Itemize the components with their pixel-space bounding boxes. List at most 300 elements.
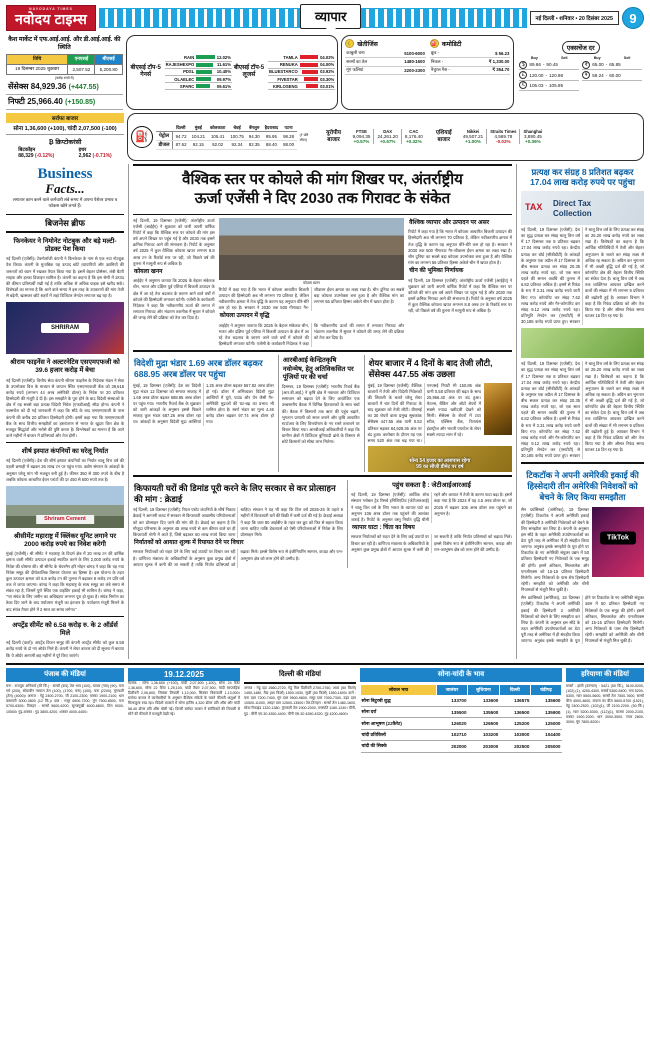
commodity-value: ₹ 354.70 <box>469 66 511 75</box>
gold-price-cell: 135500 <box>468 707 500 718</box>
gold-price-cell: 126020 <box>436 718 467 729</box>
gainers-label: बीएसई टॉप-5 गेनर्स <box>130 64 161 79</box>
table-row <box>268 54 335 61</box>
index-value: 49,507.21 <box>462 134 484 140</box>
change-bar <box>195 75 215 82</box>
change-percent: 03.01% <box>320 83 335 89</box>
india-map-image <box>521 328 644 358</box>
fuel-city-header: मुंबई <box>189 124 207 132</box>
brief5-headline[interactable]: शीर्ष इस्पात कंपनियों का घरेलू निर्यात <box>21 448 109 456</box>
crypto-value: 2,962 (-0.71%) <box>78 152 112 159</box>
sensex-line <box>6 80 123 95</box>
gold-item-name: चांदी की सिक्के <box>361 741 437 752</box>
change-bar <box>299 68 319 75</box>
fuel-table <box>156 124 297 150</box>
diesel-price: 92.34 <box>228 141 246 150</box>
sarrafa-header: सर्राफा बाजार <box>6 113 124 123</box>
index-change: -0.02% <box>496 139 511 145</box>
forex-buy: 65.00 <box>592 62 604 68</box>
trade-sub-text: सरकार निर्यातकों को राहत देने के लिए कई उपायों पर विचार कर रही है। वाणिज्य मंत्रालय के अधिकारियों के अनुसार कुछ प्रमुख क्षेत्रों में आयात शुल्क में कमी की जा सकती है ताकि निर्यात प्रतिस्पर्धा को बढ़ावा मिले। इससे विशेष रूप से इंजीनियरिंग सामान, कपड़ा और रत्न-आभूषण क्षेत्र को लाभ होने की उम्मीद है। <box>133 549 343 567</box>
change-percent: 09.97% <box>216 76 231 82</box>
tiktok-photo <box>592 507 644 577</box>
index-item <box>374 129 401 144</box>
table-row <box>430 66 511 75</box>
brief4-text: नई दिल्ली (वार्ता)। अपट्रेंड विजन समूह की कंपनी अपट्रेंड सीमेंट को कुल 6.58 करोड़ रुपये के दो नए ऑर्डर मिले हैं। कंपनी ने शेयर बाजार को दी सूचना में बताया कि ये ऑर्डर आगामी छह महीनों में पूरे किए जाएंगे। <box>6 640 124 658</box>
brief1-headline[interactable]: फिनकेयर ने निमोनेट नोटबुक और बड़े मल्टी-प्रोडक्ट पेश किया <box>13 237 117 253</box>
index-value: 3,890.45 <box>523 134 542 140</box>
petrol-price: 98.28 <box>281 132 297 141</box>
index-change: +0.36% <box>525 139 541 145</box>
rbi-story <box>278 355 360 472</box>
table-row <box>268 83 335 90</box>
gold-price-cell: 202500 <box>499 741 530 752</box>
table-row <box>430 58 511 67</box>
main-headline-line2: ऊर्जा एजेंसी ने दिए 2030 तक गिरावट के संकेत <box>194 190 451 208</box>
direct-tax-word: Direct Tax <box>553 198 592 208</box>
cash-col-nse: एनएसई <box>68 54 95 64</box>
market-headline-c: सेंसेक्स 447.55 अंक उछला <box>368 368 456 379</box>
tax-word: TAX <box>525 201 543 212</box>
main-text-continued: रिपोर्ट में कहा गया है कि भारत में कोयला आधारित बिजली उत्पादन की हिस्सेदारी अब भी लगभग 70 प्रतिशत है, लेकिन नवीकरणीय क्षमता में तेज वृद्धि के कारण यह अनुपात धीरे-धीरे कम हो रहा है। सरकार ने 2030 तक 500 गीगावाट गैर-जीवाश्म ईंधन क्षमता का लक्ष्य रखा है। चीन दुनिया का सबसे बड़ा कोयला उपभोक्ता बना हुआ है और वैश्विक मांग का लगभग 56 प्रतिशत हिस्सा अकेले चीन में खपत होता है। <box>218 286 405 311</box>
shriram-ad-label: SHRIRAM <box>41 323 89 333</box>
ndbi-text: नई दिल्ली, 19 दिसम्बर (एजेंसी): आर्थिक शोध संस्थान ग्लोबल ट्रेड रिसर्च इनिशिएटिव (जेटीआरआई) ने चालू वित्त वर्ष के लिए भारत के व्यापार घाटे का अनुमान 106 अरब डॉलर तक पहुंचने की आशंका जताई है। रिपोर्ट के अनुसार वस्तु निर्यात वृद्धि धीमी रहने और आयात में तेजी के कारण घाटा बढ़ा है। इसमें कहा गया है कि 2024 में यह 4.5 अरब डॉलर था, जो 2025 में बढ़कर 106 अरब डॉलर तक पहुंचने का अनुमान है। <box>350 492 512 522</box>
change-percent: 04.02% <box>320 54 335 60</box>
delhi-mandi-header: दिल्ली की मंडियां <box>244 668 356 684</box>
market-headline-b: तेजी लौटी, <box>459 358 493 369</box>
stock-symbol: OLAELEC <box>165 75 196 82</box>
main-headline[interactable] <box>133 164 512 215</box>
sub-text-5: नई दिल्ली, 19 दिसम्बर (एजेंसी): अंतर्राष्ट्रीय ऊर्जा एजेंसी (आईईए) ने शुक्रवार को जारी अपनी वार्षिक रिपोर्ट में कहा कि वैश्विक स्तर पर कोयले की मांग इस वर्ष अपने शिखर पर पहुंच गई है और 2030 तक इसमें क्रमिक गिरावट आने की संभावना है। रिपोर्ट के अनुसार वर्ष 2025 में कुल वैश्विक कोयला खपत लगभग 8.8 अरब टन के रिकॉर्ड स्तर पर रही, जो पिछले वर्ष की तुलना में मामूली रूप से अधिक है। <box>408 277 512 314</box>
crypto-change: (-0.71%) <box>92 152 112 159</box>
table-row <box>7 64 123 74</box>
agri-table <box>345 50 426 76</box>
cash-note: (करोड़ रुपये में) <box>54 75 74 80</box>
gold-price-cell: 104400 <box>530 729 561 740</box>
tiktok-text: सैन फ्रांसिस्को (अमेरिका), 19 दिसम्बर (एजेंसी): टिकटॉक ने अपनी अमेरिकी इकाई की हिस्सेदारी 3 अमेरिकी निवेशकों को बेचने के लिए समझौता कर लिया है। कंपनी के अनुसार इस सौदे के तहत अमेरिकी उपयोगकर्ताओं का डेटा पूरी तरह से अमेरिका में ही संग्रहीत किया जाएगा। अनुबंध इसके समझौते के पूरा होने पर टिकटॉक के नए अमेरिकी संयुक्त उद्यम में 50 प्रतिशत हिस्सेदारी नए निवेशकों के एक समूह की होगी। इसमें ओरेकल, सिल्वरलेक और एमजीएक्स को 15-15 प्रतिशत हिस्सेदारी मिलेगी। अन्य निवेशकों के पास शेष हिस्सेदारी रहेगी। समझौते को अमेरिकी और चीनी नियामकों से मंजूरी मिल चुकी है। <box>521 507 589 593</box>
main-text-3: आईईए ने अनुमान जताया कि 2026 के बेहतर संकेतक चीन, भारत और दक्षिण पूर्व एशिया में बिजली उत्पादन के क्षेत्र में आ रहे तेज बदलाव के कारण आने वाले वर्षों में कोयले की हिस्सेदारी लगातार घटेगी। एजेंसी के कार्यकारी निदेशक ने कहा कि नवीकरणीय ऊर्जा की लागत में लगातार गिरावट और भंडारण तकनीक में सुधार ने कोयले की जगह लेने की प्रक्रिया को तेज कर दिया है। <box>218 322 405 347</box>
gold-price-cell: 125000 <box>530 718 561 729</box>
crypto-name: बिटकॉइन <box>18 146 36 153</box>
gold-price-cell: 136500 <box>499 707 530 718</box>
gold-price-panel <box>360 668 562 753</box>
paper-logo[interactable] <box>6 5 96 30</box>
tax-headline: प्रत्यक्ष कर संग्रह 8 प्रतिशत बढ़कर 17.04 लाख करोड़ रुपये पर पहुंचा <box>530 166 635 188</box>
punjab-mandi-header: पंजाब की मंडियां <box>6 668 124 682</box>
diesel-price: 87.62 <box>173 141 190 150</box>
table-row <box>361 695 562 706</box>
petrol-label: पेट्रोल <box>156 132 173 141</box>
commodity-table <box>430 50 511 76</box>
gold-price-cell: 102710 <box>436 729 467 740</box>
page-number-badge: 9 <box>622 7 644 29</box>
commodity-value: 5100-6000 <box>386 50 426 58</box>
commodity-name: निकल - <box>430 58 469 67</box>
masthead-dateline: नई दिल्ली • शनिवार • 20 दिसंबर 2025 <box>530 11 619 25</box>
date-mandi-text: दिनांक : सोना 1,36,600 (+100), चांदी 2,07,500 (-100), सोना 24 कैरेट 1,36,600, सोना 22 कैरेट 1,25,100, चांदी तैयार 2,07,500, चांदी साप्ताहिक डिलीवरी 2,06,800, सिक्का लिवाली 1,12,000, सिक्का बिकवाली 1,13,000। सर्राफा बाजार में कारोबारियों के अनुसार वैश्विक संकेतों के चलते कीमती धातुओं में मिलाजुला रुख रहा। विदेशी बाजारों में सोना हाजिर 4,320 डॉलर प्रति औंस और चांदी 58.40 डॉलर प्रति औंस बोली गई। दिल्ली सर्राफा बाजार में स्टॉकिस्टों की लिवाली से सोने की कीमतों में मजबूती देखी गई। <box>128 680 240 716</box>
forex-buy: 105.03 <box>529 82 544 88</box>
stock-symbol: BLUESTARCO <box>268 69 298 75</box>
petrol-price: 94.72 <box>173 132 190 141</box>
forex-left-column <box>519 56 579 91</box>
table-row <box>165 83 232 90</box>
crypto-name: इथर <box>78 146 87 153</box>
lead-col-1 <box>133 218 215 348</box>
fx-buy-head-2: Buy <box>593 56 601 60</box>
ticker-band <box>6 35 644 110</box>
crypto-title: क्रिप्टोकरंसी <box>55 138 82 146</box>
mandi-date-header: 19.12.2025 <box>128 668 240 681</box>
commodity-name: मूंग फलियां <box>345 66 386 75</box>
crypto-item <box>79 147 112 159</box>
credai-text: नई दिल्ली, 19 दिसम्बर (एजेंसी): रियल एस्टेट कंपनियों के शीर्ष निकाय क्रेडाई ने आगामी बजट में सरकार से किफायती आवासीय परियोजनाओं को कर प्रोत्साहन दिए जाने की मांग की है। क्रेडाई का कहना है कि मौजूदा परिभाषा के अनुसार 45 लाख रुपये से कम कीमत वाले घर ही किफायती श्रेणी में आते हैं, जिसे बढ़ाकर 60 लाख रुपये किया जाना चाहिए। संगठन ने यह भी कहा कि वित्त वर्ष 2025-26 के पहले 9 महीनों में किफायती घरों की बिक्री में कमी दर्ज की गई है। क्रेडाई अध्यक्ष ने कहा कि धारा 80 आईबीए के तहत कर छूट को फिर से बहाल किया जाना चाहिए ताकि डेवलपर्स को ऐसी परियोजनाओं में निवेश के लिए प्रोत्साहन मिले। <box>133 507 343 537</box>
fuel-city-header: चेन्नई <box>228 124 246 132</box>
change-bar <box>195 68 215 75</box>
stock-symbol: PDSL <box>165 68 196 75</box>
sub-head-3: वैश्विक व्यापार और उत्पादन पर असर <box>409 219 490 226</box>
section-tab-vyapar[interactable]: व्यापार <box>300 4 361 29</box>
commodity-title: कमोडिटी <box>441 41 462 48</box>
gold-banner-image <box>368 446 512 472</box>
change-percent: 03.92% <box>320 69 335 75</box>
diesel-price: 88.40 <box>262 141 280 150</box>
forex-sell: 60.00 <box>609 72 621 78</box>
gold-price-header: सोना-चांदी के भाव <box>360 668 562 682</box>
currency-symbol-icon: £ <box>519 71 527 79</box>
forex-buy: 120.00 <box>529 72 544 78</box>
asia-markets <box>429 129 546 144</box>
cash-market-title: कैश मार्केट में एफ.आई.आई. और डी.आई.आई. की स्थिति <box>8 36 121 52</box>
gold-item-name: सोना आभूषण (22कैरेट) <box>361 718 437 729</box>
gold-price-cell: 126500 <box>468 718 500 729</box>
gold-price-cell: 103200 <box>468 729 500 740</box>
petrol-price: 95.95 <box>262 132 280 141</box>
market-story <box>364 355 512 472</box>
left-column <box>6 164 124 659</box>
exchange-rate-widget <box>517 35 644 110</box>
index-change: +1.00% <box>465 139 481 145</box>
index-value: 24,261.20 <box>377 134 398 140</box>
change-bar <box>299 61 319 68</box>
business-facts-line2: Facts... <box>45 180 85 196</box>
cash-bse-value: 5,200.80 <box>95 64 122 74</box>
index-change: +0.32% <box>405 139 422 145</box>
fx-sell-head-2: Sell <box>623 56 631 60</box>
market-text: मुंबई, 19 दिसम्बर (एजेंसी): वैश्विक बाजारों में तेजी और विदेशी निवेशकों की लिवाली के चलते घरेलू शेयर बाजारों में चार दिनों की गिरावट के बाद शुक्रवार को तेजी लौटी। बीएसई का 30 शेयरों वाला प्रमुख सूचकांक सेंसेक्स 447.55 अंक यानी 0.53 प्रतिशत चढ़कर 84,929.36 अंक पर बंद हुआ। कारोबार के दौरान यह एक समय 520 अंक तक चढ़ गया था। एनएसई निफ्टी भी 150.85 अंक यानी 0.58 प्रतिशत की बढ़त के साथ 25,966.40 अंक पर बंद हुआ। मेटल्स, बैंकिंग और ऑटो शेयरों में सबसे ज्यादा खरीदारी देखने को मिली। सेंसेक्स के शेयरों में टाटा स्टील, एक्सिस बैंक, रिलायंस इंडस्ट्रीज और भारती एयरटेल के शेयर सबसे ज्यादा लाभ में रहे। <box>367 382 481 443</box>
brief2-headline[interactable]: श्रीराम फाइनेंस ने अल्टरनेटिव एसएमएफजी को 39.6 हजार करोड़ में बेचा <box>10 359 120 375</box>
forex-story <box>133 355 274 472</box>
gold-price-cell: 136575 <box>499 695 530 706</box>
market-headline-a: शेयर बाजार में 4 दिनों के बाद <box>368 358 458 369</box>
agri-header <box>345 39 426 48</box>
gold-price-cell: 125200 <box>499 718 530 729</box>
center-column <box>128 164 512 659</box>
haryana-mandi-header: हरियाणा की मंडियां <box>566 668 644 682</box>
table-row <box>165 61 232 68</box>
table-row <box>361 707 562 718</box>
sarrafa-crypto-panel <box>6 113 124 161</box>
gainers-table <box>165 54 232 90</box>
cement-ad-image[interactable] <box>6 486 124 528</box>
right-column <box>516 164 644 659</box>
fuel-city-header: बेंगलुरु <box>246 124 262 132</box>
index-name: Straits Times <box>490 129 517 135</box>
currency-symbol-icon: € <box>519 81 527 89</box>
trade-sub-head-2: निर्यातकों को आयात शुल्क में रियायत देने पर विचार <box>134 539 244 546</box>
stock-symbol: KIRLOSENG <box>268 83 299 90</box>
brief5-text: नई दिल्ली (एजेंसी)। देश की शीर्ष इस्पात कंपनियों का निर्यात चालू वित्त वर्ष की पहली छमाही में बढ़कर 26 लाख टन पर पहुंच गया। उद्योग संगठन के आंकड़ों के अनुसार घरेलू मांग भी मजबूत बनी हुई है। कीमत 350 से 300 रुपये के बीच है जबकि कोयला आधारित ईंधन प्लांटों की दर 450 से 600 रुपये तक है। <box>6 458 124 482</box>
credai-headline[interactable]: किफायती घरों की डिमांड पूरी करने के लिए सरकार से कर प्रोत्साहन की मांग : क्रेडाई <box>134 483 336 504</box>
tax-text: नई दिल्ली, 19 दिसम्बर (एजेंसी): देश का शुद्ध प्रत्यक्ष कर संग्रह चालू वित्त वर्ष में 17 दिसम्बर तक 8 प्रतिशत बढ़कर 17.04 लाख करोड़ रुपये रहा। केन्द्रीय प्रत्यक्ष कर बोर्ड (सीबीडीटी) के आंकड़ों के अनुसार एक अप्रैल से 17 दिसम्बर के बीच सकल प्रत्यक्ष कर संग्रह 20.35 लाख करोड़ रुपये रहा, जो एक साल पहले की समान अवधि की तुलना में 6.82 प्रतिशत अधिक है। इसमें से रिफंड के रूप में 3.31 लाख करोड़ रुपये जारी किए गए। कॉरपोरेट कर संग्रह 7.62 लाख करोड़ रुपये और गैर-कॉरपोरेट कर संग्रह 9.12 लाख करोड़ रुपये रहा। प्रतिभूति लेनदेन कर (एसटीटी) से 30,185 करोड़ रुपये प्राप्त हुए। सरकार ने चालू वित्त वर्ष के लिए प्रत्यक्ष कर संग्रह का 25.20 लाख करोड़ रुपये का लक्ष्य रखा है। विशेषज्ञों का कहना है कि आर्थिक गतिविधियों में तेजी और बेहतर अनुपालन के चलते कर संग्रह लक्ष्य से अधिक रह सकता है। अग्रिम कर भुगतान में भी अच्छी वृद्धि दर्ज की गई है, जो कॉरपोरेट क्षेत्र की बेहतर वित्तीय स्थिति का संकेत देता है। चालू वित्त वर्ष में अब तक व्यक्तिगत आयकर दाखिल करने वालों की संख्या में भी लगभग 9 प्रतिशत की बढ़ोतरी हुई है। आयकर विभाग ने कहा है कि रिफंड प्रक्रिया को और तेज किया गया है और औसत रिफंड समय घटकर 16 दिन रह गया है। <box>521 226 644 325</box>
cement-ad-label: Shriram Cement <box>36 515 94 524</box>
gold-price-cell: 135500 <box>436 707 467 718</box>
sensex-change: (+447.55) <box>68 84 99 92</box>
index-name: CAC <box>409 129 419 135</box>
gold-price-table <box>360 684 562 753</box>
stock-symbol: FIVESTAR <box>268 75 299 82</box>
index-value: 8,176.40 <box>404 134 423 140</box>
gold-price-cell: 135900 <box>530 707 561 718</box>
shriram-ad-image[interactable] <box>6 302 124 354</box>
forex-text: मुंबई, 19 दिसम्बर (एजेंसी): देश का विदेशी मुद्रा भंडार 12 दिसम्बर को समाप्त सप्ताह में 1.69 अरब डॉलर बढ़कर 688.95 अरब डॉलर पर पहुंच गया। भारतीय रिजर्व बैंक के शुक्रवार को जारी आंकड़ों के अनुसार इससे पिछले सप्ताह कुल भंडार 687.26 अरब डॉलर रहा था। आंकड़ों के अनुसार विदेशी मुद्रा आस्तियां 1.25 अरब डॉलर बढ़कर 567.82 अरब डॉलर हो गईं। डॉलर में अभिव्यक्त विदेशी मुद्रा आस्तियों में यूरो, पाउंड और येन जैसी गैर-अमेरिकी मुद्राओं की घट-बढ़ का प्रभाव भी शामिल होता है। स्वर्ण भंडार का मूल्य 4.46 करोड़ डॉलर बढ़कर 97.74 अरब डॉलर हो गया। <box>133 382 274 425</box>
gold-item-name: चांदी प्रतिकिलो <box>361 729 437 740</box>
forex-row: ₹ 65.00 - 65.85 <box>582 60 642 70</box>
agri-panel <box>345 39 426 106</box>
change-percent: 11.61% <box>216 62 231 68</box>
mandi-strip <box>6 663 644 753</box>
coal-mining-photo <box>219 218 405 280</box>
brief3-headline[interactable]: श्रीसीमेंट महाराष्ट्र में क्लिंकर यूनिट लगाने पर 2000 करोड़ रुपये का निवेश करेगी <box>13 532 117 549</box>
business-facts-line1: Business <box>37 165 93 182</box>
nifty-label: निफ्टी <box>8 97 25 107</box>
gold-banner-line1: सोना 54 हजार का आसपास रहेगा <box>409 458 471 464</box>
brief1-text: नई दिल्ली (एजेंसी)। टेक्नोलॉजी कंपनी ने फिनकेयर के नाम से एक नया नोटबुक पेश किया। कंपनी के मुताबिक यह उत्पाद छोटे व्यापारियों और उद्यमियों की जरूरतों को ध्यान में रखकर तैयार किया गया है। इसमें बेहतर प्रोसेसर, लंबी बैटरी लाइफ और हल्का डिजाइन शामिल है। कंपनी का कहना है कि इस श्रेणी में उत्पाद की कीमत प्रतिस्पर्धी रखी गई है ताकि अधिक से अधिक ग्राहक इसे खरीद सकें। विशेषज्ञों का मानना है कि आने वाले समय में इस तरह के उपकरणों की मांग तेजी से बढ़ेगी, खासकर छोटे शहरों में जहां डिजिटल लेनदेन लगातार बढ़ रहा है। <box>6 256 124 299</box>
main-headline-line1: वैश्विक स्तर पर कोयले की मांग शिखर पर, अंतर्राष्ट्रीय <box>182 170 463 188</box>
tax-text-cont: नई दिल्ली, 19 दिसम्बर (एजेंसी): देश का शुद्ध प्रत्यक्ष कर संग्रह चालू वित्त वर्ष में 17 दिसम्बर तक 8 प्रतिशत बढ़कर 17.04 लाख करोड़ रुपये रहा। केन्द्रीय प्रत्यक्ष कर बोर्ड (सीबीडीटी) के आंकड़ों के अनुसार एक अप्रैल से 17 दिसम्बर के बीच सकल प्रत्यक्ष कर संग्रह 20.35 लाख करोड़ रुपये रहा, जो एक साल पहले की समान अवधि की तुलना में 6.82 प्रतिशत अधिक है। इसमें से रिफंड के रूप में 3.31 लाख करोड़ रुपये जारी किए गए। कॉरपोरेट कर संग्रह 7.62 लाख करोड़ रुपये और गैर-कॉरपोरेट कर संग्रह 9.12 लाख करोड़ रुपये रहा। प्रतिभूति लेनदेन कर (एसटीटी) से 30,185 करोड़ रुपये प्राप्त हुए। सरकार ने चालू वित्त वर्ष के लिए प्रत्यक्ष कर संग्रह का 25.20 लाख करोड़ रुपये का लक्ष्य रखा है। विशेषज्ञों का कहना है कि आर्थिक गतिविधियों में तेजी और बेहतर अनुपालन के चलते कर संग्रह लक्ष्य से अधिक रह सकता है। अग्रिम कर भुगतान में भी अच्छी वृद्धि दर्ज की गई है, जो कॉरपोरेट क्षेत्र की बेहतर वित्तीय स्थिति का संकेत देता है। चालू वित्त वर्ष में अब तक व्यक्तिगत आयकर दाखिल करने वालों की संख्या में भी लगभग 9 प्रतिशत की बढ़ोतरी हुई है। आयकर विभाग ने कहा है कि रिफंड प्रक्रिया को और तेज किया गया है और औसत रिफंड समय घटकर 16 दिन रह गया है। <box>521 361 644 459</box>
table-row <box>361 741 562 752</box>
petrol-price: 105.41 <box>208 132 228 141</box>
sensex-value: 84,929.36 <box>30 82 67 92</box>
gtri-story <box>347 480 512 568</box>
table-row <box>345 66 426 75</box>
business-brief-header: बिजनेस ब्रीफ <box>6 214 124 233</box>
haryana-mandi-panel <box>566 668 644 753</box>
change-percent: 10.40% <box>216 69 231 75</box>
ndbi-headline[interactable]: पहुंच सकता है : जेटीआईआरआई <box>392 482 471 489</box>
fuel-city-header: पटना <box>281 124 297 132</box>
commodity-value: ₹ 1,330.00 <box>469 58 511 67</box>
index-item <box>350 129 375 144</box>
fuel-city-header: कोलकाता <box>208 124 228 132</box>
change-percent: 03.30% <box>320 76 335 82</box>
gold-price-cell: 203000 <box>468 741 500 752</box>
change-bar <box>299 75 319 82</box>
trade-text-2: सरकार निर्यातकों को राहत देने के लिए कई उपायों पर विचार कर रही है। वाणिज्य मंत्रालय के अधिकारियों के अनुसार कुछ प्रमुख क्षेत्रों में आयात शुल्क में कमी की जा सकती है ताकि निर्यात प्रतिस्पर्धा को बढ़ावा मिले। इससे विशेष रूप से इंजीनियरिंग सामान, कपड़ा और रत्न-आभूषण क्षेत्र को लाभ होने की उम्मीद है। <box>350 534 512 552</box>
commodity-value: 1480-1600 <box>386 58 426 67</box>
gold-price-cell: 135600 <box>530 695 561 706</box>
table-row <box>268 68 335 75</box>
index-item <box>460 129 487 144</box>
date-mandi-panel <box>128 668 240 753</box>
index-value: 9,094.35 <box>352 134 371 140</box>
barrel-icon: ⛽ <box>431 40 438 47</box>
commodity-name: सरसों का तेल <box>345 58 386 67</box>
gold-item-name: सोना बिटुरबी शुद्ध <box>361 695 437 706</box>
currency-symbol-icon: $ <box>519 61 527 69</box>
asia-label: एशियाई बाजार <box>435 130 452 143</box>
table-row <box>165 54 232 61</box>
main-grid <box>6 164 644 659</box>
table-row <box>361 718 562 729</box>
gold-col-header: चंडीगढ़ <box>530 684 561 695</box>
forex-row: € 105.03 - 105.95 <box>519 81 579 91</box>
forex-right-column <box>582 56 642 91</box>
nifty-value: 25,966.40 <box>27 97 63 107</box>
crypto-header <box>6 135 124 147</box>
index-name: FTSE <box>356 129 367 135</box>
forex-row: £ 120.00 - 120.98 <box>519 70 579 80</box>
forex-row: $ 89.66 - 90.45 <box>519 60 579 70</box>
change-percent: 09.61% <box>216 83 231 89</box>
rbi-text: दिसम्बर, 19 दिसम्बर (एजेंसी): भारतीय रिजर्व बैंक (आर.बी.आई.) ने कृषि क्षेत्र में नवाचार और डिजिटल समाधान को बढ़ावा देने के लिए आयोजित एक उच्चस्तरीय बैठक में विभिन्न हितधारकों के साथ चर्चा की। बैठक में किसानों तक ऋण की पहुंच बढ़ाने, भुगतान प्रणाली को सरल बनाने और कृषि आधारित स्टार्टअप के लिए वित्तपोषण के नए रास्ते तलाशने पर विचार किया गया। आरबीआई अधिकारियों ने कहा कि ग्रामीण क्षेत्रों में डिजिटल बुनियादी ढांचे के विस्तार से छोटे किसानों को सीधा लाभ मिलेगा। <box>281 384 360 445</box>
brief2-text: नई दिल्ली (एजेंसी)। वित्तीय सेवा कंपनी श्रीराम फाइनेंस के निदेशक मंडल ने सेवा के उपभोक्ता वित्त के माध्यम से जापान स्थित एसएमएफजी बैंक को 39,618 करोड़ रुपये (लगभग 44 अरब अमेरिकी डॉलर) के निवेश पर 20 प्रतिशत हिस्सेदारी की मंजूरी दे दी है। इस समझौते के पूरा होने के बाद विदेशी संस्थाओं के क्षेत्र में यह सबसे बड़ा प्रत्यक्ष विदेशी निवेश (एफडीआई) सौदा होगा। कंपनी ने एक्सचेंज को दी गई जानकारी में कहा कि सौदे के बाद एसएमएफजी के पास कंपनी की करीब 20 प्रतिशत हिस्सेदारी होगी। इसमें कहा गया कि एसएमएफजी बैंक के साथ वित्तीय समझौतों का हस्तांतरण से भारत के खुदरा वित्त क्षेत्र के मजबूत सिद्धांतों और भरोसे की पुष्टि करता है। विश्लेषकों का मानना है कि आने वाले महीनों में बाजार में प्रतिस्पर्धा और तेज होगी। <box>6 377 124 438</box>
change-bar <box>195 61 215 68</box>
fuel-pump-icon: ⛽ <box>131 126 153 148</box>
crypto-value: 88,329 (-0.12%) <box>18 152 55 159</box>
credai-story <box>133 480 343 568</box>
change-percent: 04.00% <box>320 62 335 68</box>
rbi-headline[interactable]: आरबीआई केन्द्रितकृषि नवोन्मेष, हेतु अतिविकसित पर पूंजियों पर की चर्चा <box>282 357 354 381</box>
change-bar <box>299 83 319 90</box>
fuel-city-header: हैदराबाद <box>262 124 280 132</box>
second-story-block <box>133 355 512 472</box>
exchange-rate-title: एक्सचेंज दर <box>562 41 600 54</box>
cash-col-bse: बीएसई <box>95 54 122 64</box>
market-headline[interactable] <box>368 355 512 382</box>
table-row <box>268 75 335 82</box>
sarrafa-line: सोना 1,36,600 (+100), चांदी 2,07,500 (-100) <box>6 123 124 135</box>
stock-symbol: RENUKA <box>268 61 299 68</box>
losers-table <box>268 54 335 90</box>
commodity-name: क्रूड - <box>430 50 469 58</box>
diesel-price: 92.02 <box>208 141 228 150</box>
trade-sub-head: व्यापार घाटा : चिंता का विषय <box>351 524 415 531</box>
lead-col-2 <box>219 218 405 348</box>
gold-price-cell: 202000 <box>436 741 467 752</box>
index-item <box>487 129 520 144</box>
europe-label: यूरोपीय बाजार <box>326 130 341 143</box>
tax-headline-top[interactable] <box>521 164 644 191</box>
table-row <box>361 729 562 740</box>
brief4-headline[interactable]: अपट्रेंड सीमेंट को 6.58 करोड़ रु. के 2 ऑर्डर्स मिले <box>12 621 118 637</box>
sensex-label: सेंसेक्स <box>8 82 29 92</box>
punjab-mandi-text: चना : राजपुरा अनिवार्य (की किं.) : सरसों (कप्र) तेल भाव (100), चावल (नया) (90), चना गर्म (200), सोयाबीन गरमाल तेल (100), (1700, चना) (100), चना (2200), मूंगफली (तेल) (4000)। अनाज : गेहूं 2400-2700, जौ 2100-2300, मक्का 1900-2100, धान बासमती 3000-3800 (12 किं.)। दाल : मसूर 6500-7200, मूंग 7500-8500, चना 5700-6300। तिलहन : सरसों 5600-6200, सूरजमुखी 6000-6800, तिल 9000-10500। गुड़-शक्कर : गुड़ 3800-4200, शक्कर 4000-4400। <box>6 683 124 714</box>
stock-symbol: SPARC <box>165 83 196 90</box>
sub-text-3: रिपोर्ट में कहा गया है कि भारत में कोयला आधारित बिजली उत्पादन की हिस्सेदारी अब भी लगभग 70 प्रतिशत है, लेकिन नवीकरणीय क्षमता में तेज वृद्धि के कारण यह अनुपात धीरे-धीरे कम हो रहा है। सरकार ने 2030 तक 500 गीगावाट गैर-जीवाश्म ईंधन क्षमता का लक्ष्य रखा है। चीन दुनिया का सबसे बड़ा कोयला उपभोक्ता बना हुआ है और वैश्विक मांग का लगभग 56 प्रतिशत हिस्सा अकेले चीन में खपत होता है। <box>408 229 512 265</box>
lead-story-block <box>133 218 512 348</box>
tiktok-brand-label: TikTok <box>600 532 636 545</box>
fuel-global-band <box>6 113 644 161</box>
cash-date: 19 दिसम्बर 2025 शुक्रवार <box>7 64 68 74</box>
index-item <box>520 129 545 144</box>
agri-title: खेतीजिंस <box>357 41 378 48</box>
losers-label: बीएसई टॉप-5 लूजर्स <box>233 64 265 79</box>
sub-head-1: कोयला खनन <box>134 268 163 275</box>
commodity-header <box>430 39 511 48</box>
index-value: 4,569.78 <box>494 134 513 140</box>
haryana-mandi-text: सरसों : हांसी (करनाल) : 5421 (50 किं.), 5100-5200, (102) (1), 4200-4300, सरसों 5350-5400, चना 5200-5300, ग्वार 5500-5600, सरसों तेल 7500-7600, सरसों बीज 4500-4600, कपास का बीज 5600-5700 (1521), गेहूं 2400-2520, (102)(1), जौ 2100-2200, (50 किं.)(1), ग्वार 5200-5300, (112)(1), बाजरा 2000-2100, मक्का 1900-2000, धान 3000-3500, ज्वार 2800-3000, मूंग 7800-8200। <box>566 683 644 725</box>
business-facts-caption: लगातार काम करने वाले कर्मचारी लंबे समय में अपना पेशेवर प्रभाव व फोकस खोने लगते हैं। <box>12 196 118 208</box>
forex-buy: 89.66 <box>529 62 541 68</box>
market-photo <box>484 383 512 435</box>
table-row <box>165 75 232 82</box>
fuel-prices-widget <box>127 113 644 161</box>
gainers-panel <box>129 39 232 106</box>
table-row <box>345 50 426 58</box>
commodity-widget <box>341 35 514 110</box>
delhi-mandi-panel <box>244 668 356 753</box>
forex-sell: 90.45 <box>546 62 558 68</box>
index-change: +0.67% <box>379 139 396 145</box>
gold-item-name: सोना दर्रा <box>361 707 437 718</box>
stock-symbol: TAMLA <box>268 54 299 61</box>
nifty-change: (+150.85) <box>65 99 96 107</box>
change-percent: 12.02% <box>216 54 231 60</box>
commodity-name: नैचुरल गैस - <box>430 66 469 75</box>
commodity-name: काबुली चना <box>345 50 386 58</box>
currency-symbol-icon: ₹ <box>582 61 590 69</box>
brief3-text: मुंबई (एजेंसी)। श्री सीमेंट ने महाराष्ट्र के विदर्भ क्षेत्र में 20 लाख टन की वार्षिक क्षमता वाली सीमेंट उत्पादन इकाई स्थापित करने के लिए 2,000 करोड़ रुपये के निवेश की घोषणा की। श्री सीमेंट के चेयरमैन हरि मोहन बांगड़ ने कहा कि यह नया निवेश समूह की दीर्घकालिक विस्तार योजना का हिस्सा है। इस योजना के तहत कुल उत्पादन क्षमता को 6.8 करोड़ टन की तुलना में बढ़ाकर 8 करोड़ टन प्रति वर्ष तक ले जाया जाएगा। बांगड़ ने कहा कि महाराष्ट्र के साथ समूह का लंबे समय से संबंध रहा है, जिसमें पुणे स्थित एक ग्राइंडिंग इकाई भी शामिल है। बांगड़ ने कहा, "नए संयंत्र के लिए जमीन का अधिग्रहण लगभग पूरा हो चुका है। संयंत्र निर्माण का ठेका दिए जाने के बाद पर्यावरण मंजूरी का इंतजार है। पर्यावरण मंजूरी मिलने के बाद संयंत्र तैयार होने में 2 साल का समय लगेगा।" <box>6 551 124 612</box>
table-row <box>165 68 232 75</box>
table-row <box>430 50 511 58</box>
petrol-price: 100.75 <box>228 132 246 141</box>
gold-col-header: दिल्ली <box>499 684 530 695</box>
gold-col-header: लुधियाना <box>468 684 500 695</box>
delhi-mandi-text: अनाज : गेहूं दड़ा 2660-2720, गेहूं मिल डिलीवरी 2700-2760, आटा (50 किलो) 1450-1480, मैदा (50 किलो) 1500-1530, सूजी (50 किलो) 1550-1600। दालें : चना दाल 7200-7400, मूंग दाल 9500-9800, मसूर दाल 7000-7300, उड़द दाल 10500-11000, अरहर दाल 12500-13500। तेल-तिलहन : सरसों तेल 1480-1600, सोया रिफाइंड 1320-1380, मूंगफली तेल 1900-2000, वनस्पति 1180-1240। चीनी-गुड़ : चीनी एम-30 4350-4400, चीनी एस-30 4280-4320, गुड़ 4200-4600। <box>244 685 356 716</box>
forex-sell: 65.85 <box>609 62 621 68</box>
coal-photo-caption: कोयला खनन <box>302 280 320 285</box>
cash-market-table <box>6 54 123 75</box>
gold-col-header: जालंधर <box>436 684 467 695</box>
diesel-price: 82.35 <box>246 141 262 150</box>
punjab-mandi-panel <box>6 668 124 753</box>
sub-head-5: चीन की भूमिका निर्णायक <box>409 268 464 275</box>
forex-sell: 105.95 <box>548 82 564 88</box>
change-bar <box>195 54 215 61</box>
sub-head-2: कोयला उत्पादन में वृद्धि <box>219 313 270 320</box>
petrol-price: 94.30 <box>246 132 262 141</box>
cash-nse-value: 2,507.52 <box>68 64 95 74</box>
forex-buy: 59.24 <box>592 72 604 78</box>
table-row <box>268 61 335 68</box>
diesel-price: 88.00 <box>281 141 297 150</box>
index-name: Nikkei <box>466 129 480 135</box>
gold-price-cell: 205000 <box>530 741 561 752</box>
forex-headline[interactable]: विदेशी मुद्रा भंडार 1.69 अरब डॉलर बढ़कर 688.95 अरब डॉलर पर पहुंचा <box>134 358 263 379</box>
fuel-city-header: दिल्ली <box>173 124 190 132</box>
forex-row: ¥ 59.24 - 60.00 <box>582 70 642 80</box>
petrol-price: 104.21 <box>189 132 207 141</box>
cash-col-date: तिथि <box>7 54 68 64</box>
gold-price-cell: 103000 <box>499 729 530 740</box>
currency-symbol-icon: ¥ <box>582 71 590 79</box>
direct-tax-image <box>521 191 644 225</box>
tiktok-headline[interactable]: टिकटॉक ने अपनी अमेरिकी इकाई की हिस्सेदारी तीन अमेरिकी निवेशकों को बेचने के लिए किया समझौता <box>526 470 639 502</box>
losers-panel <box>232 39 335 106</box>
table-row <box>156 141 297 150</box>
index-change: +0.57% <box>353 139 370 145</box>
index-item <box>402 129 426 144</box>
gold-price-cell: 133600 <box>468 695 500 706</box>
